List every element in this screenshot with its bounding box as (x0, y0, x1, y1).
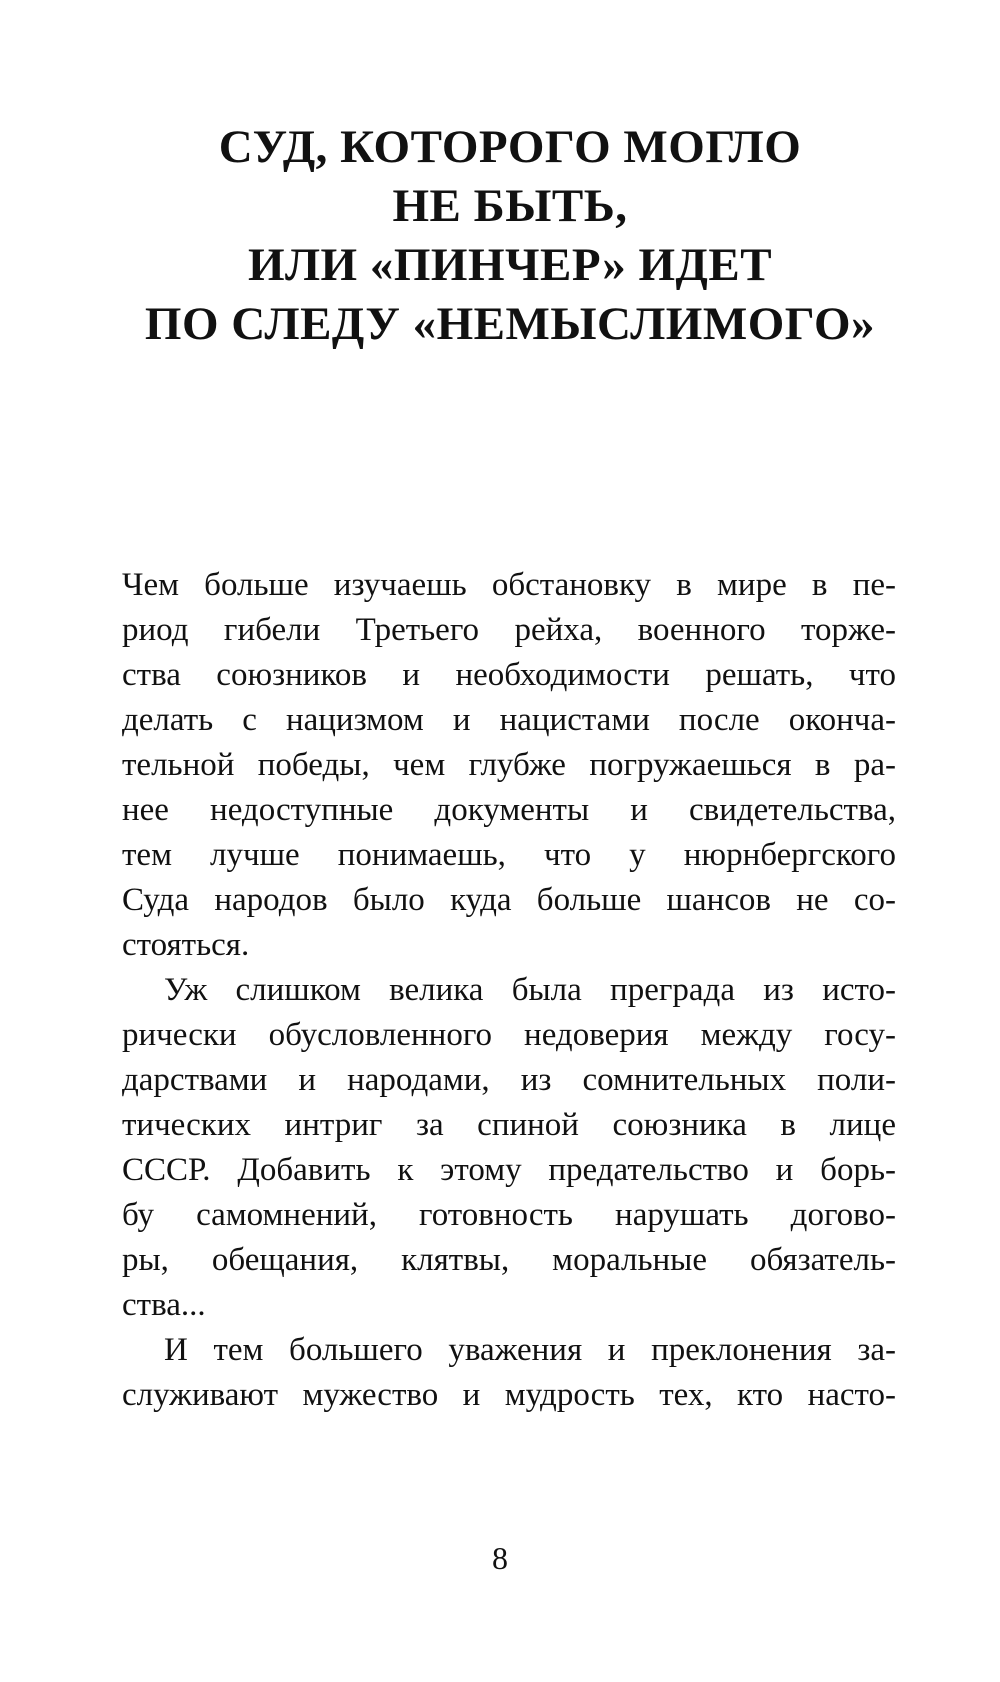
text-line: рически обусловленного недоверия между госу- (122, 1017, 896, 1053)
chapter-title-line: СУД, КОТОРОГО МОГЛО (218, 121, 802, 173)
chapter-title-line: НЕ БЫТЬ, (392, 180, 628, 232)
text-line: делать с нацизмом и нацистами после оконча- (122, 702, 896, 738)
text-line: служивают мужество и мудрость тех, кто насто- (122, 1377, 896, 1413)
text-line: ры, обещания, клятвы, моральные обязатель- (122, 1242, 896, 1278)
text-line: Суда народов было куда больше шансов не со- (122, 882, 896, 918)
text-line: тельной победы, чем глубже погружаешься в ра- (122, 747, 896, 783)
page-number: 8 (492, 1540, 508, 1576)
text-line: тем лучше понимаешь, что у нюрнбергского (122, 837, 896, 873)
chapter-title-line: ИЛИ «ПИНЧЕР» ИДЕТ (247, 239, 773, 291)
text-line: риод гибели Третьего рейха, военного торже- (122, 612, 896, 648)
chapter-title (80, 118, 940, 354)
paragraph-2 (122, 968, 896, 1328)
text-line: стояться. (122, 927, 250, 963)
text-line: нее недоступные документы и свидетельства, (122, 792, 896, 828)
chapter-title-line: ПО СЛЕДУ «НЕМЫСЛИМОГО» (144, 298, 876, 350)
text-line: Уж слишком велика была преграда из исто- (164, 972, 896, 1008)
text-line: ства... (122, 1287, 206, 1323)
text-line: Чем больше изучаешь обстановку в мире в пе- (122, 567, 896, 603)
paragraph-3 (122, 1328, 896, 1418)
text-line: СССР. Добавить к этому предательство и борь- (122, 1152, 896, 1188)
text-line: бу самомнений, готовность нарушать догово- (122, 1197, 896, 1233)
text-line: тических интриг за спиной союзника в лице (122, 1107, 896, 1143)
text-line: дарствами и народами, из сомнительных поли- (122, 1062, 896, 1098)
text-line: И тем большего уважения и преклонения за- (164, 1332, 896, 1368)
paragraph-1 (122, 563, 896, 968)
body-text (122, 563, 896, 1418)
text-line: ства союзников и необходимости решать, что (122, 657, 896, 693)
